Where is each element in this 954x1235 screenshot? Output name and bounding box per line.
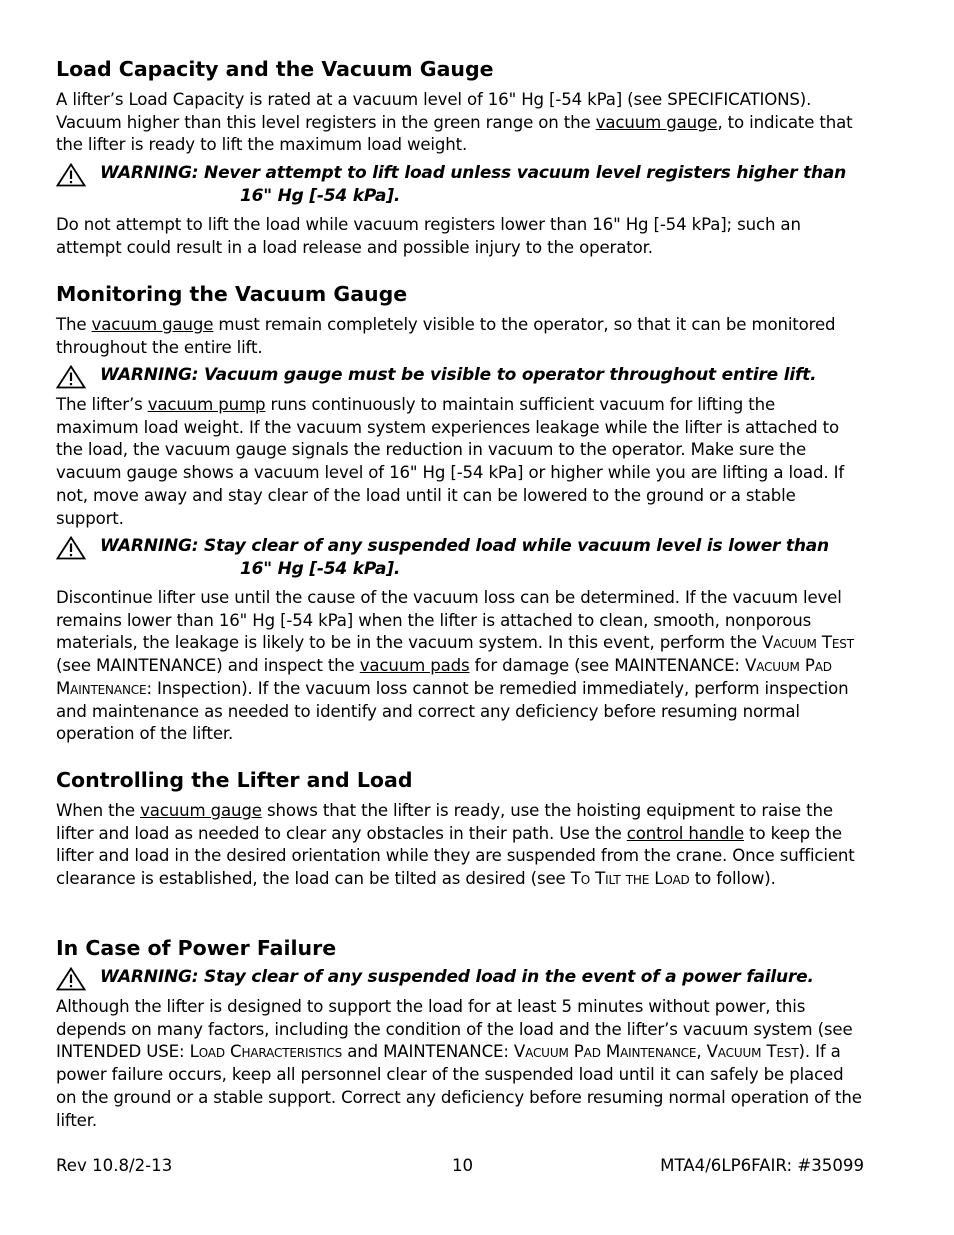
text: for damage (see MAINTENANCE:: [469, 656, 746, 676]
text: When the: [56, 801, 141, 820]
text: The: [56, 315, 92, 334]
tilt-the-load-ref: To Tilt the Load: [570, 869, 690, 889]
warning-text: WARNING: Stay clear of any suspended load in the event of a power failure.: [100, 967, 814, 987]
paragraph: [56, 394, 861, 530]
paragraph: [56, 89, 868, 157]
section-heading-load-capacity: Load Capacity and the Vacuum Gauge: [56, 57, 494, 81]
text: shows that the lifter is ready, use the hoisting equipment to raise the lifter and load as needed to clear any obstacles in their path. Use the: [56, 801, 833, 843]
warning-triangle-icon: [56, 967, 86, 991]
text: ). If a power failure occurs, keep all personnel clear of the suspended load until it can safely be placed on the ground or a stable support. Correct any deficiency before resuming normal operation of the lifter.: [56, 1042, 862, 1130]
text: Although the lifter is designed to support the load for at least 5 minutes without power, this depends on many factors, including the condition of the load and the lifter’s vacuum system (see INTENDED USE:: [56, 997, 853, 1062]
paragraph: [56, 996, 868, 1132]
vacuum-pads-link: vacuum pads: [359, 656, 470, 676]
vacuum-test-ref: Vacuum Test: [762, 633, 854, 653]
text: : Inspection). If the vacuum loss cannot be remedied immediately, perform inspection and maintenance as needed to identify and correct any deficiency before resuming normal operation of the lifter.: [56, 678, 849, 744]
text: The lifter’s: [56, 395, 148, 414]
warning-text: WARNING: Never attempt to lift load unless vacuum level registers higher than: [100, 163, 847, 183]
text: , to indicate that the lifter is ready to lift the maximum load weight.: [56, 112, 853, 155]
revision-label: Rev 10.8/2-13: [56, 1156, 173, 1175]
paragraph: [56, 800, 864, 891]
vacuum-test-ref: Vacuum Test: [706, 1042, 799, 1062]
warning-text: 16" Hg [-54 kPa].: [240, 185, 401, 206]
text: to follow).: [689, 869, 776, 889]
text: must remain completely visible to the operator, so that it can be monitored throughout the entire lift.: [56, 315, 836, 357]
warning-text: 16" Hg [-54 kPa].: [240, 558, 401, 579]
text: and MAINTENANCE:: [342, 1042, 514, 1062]
vacuum-gauge-link: vacuum gauge: [595, 112, 718, 132]
section-heading-controlling: Controlling the Lifter and Load: [56, 768, 413, 792]
warning-triangle-icon: [56, 365, 86, 389]
text: ,: [696, 1042, 707, 1062]
paragraph: [56, 587, 868, 746]
warning-triangle-icon: [56, 163, 86, 187]
text: A lifter’s Load Capacity is rated at a vacuum level of 16" Hg [-54 kPa] (see SPECIFICATIONS). Vacuum higher than this level registers in the green range on the: [56, 90, 812, 132]
warning-triangle-icon: [56, 536, 86, 560]
vacuum-pad-maintenance-ref: Vacuum Pad Maintenance: [56, 656, 832, 698]
vacuum-gauge-link: vacuum gauge: [140, 801, 262, 820]
paragraph: [56, 314, 856, 359]
warning-block: [56, 966, 910, 989]
section-heading-monitoring: Monitoring the Vacuum Gauge: [56, 282, 408, 306]
page-number: 10: [452, 1156, 474, 1175]
section-heading-power-failure: In Case of Power Failure: [56, 936, 337, 960]
control-handle-link: control handle: [626, 823, 745, 843]
paragraph: Do not attempt to lift the load while vacuum registers lower than 16" Hg [-54 kPa]; such an attempt could result in a load release and possible injury to the operator.: [56, 215, 801, 257]
text: (see MAINTENANCE) and inspect the: [56, 656, 360, 676]
text: to keep the lifter and load in the desired orientation while they are suspended from the crane. Once sufficient clearance is established, the load can be tilted as desired (see: [56, 823, 855, 889]
vacuum-pad-maintenance-ref: Vacuum Pad Maintenance: [513, 1042, 697, 1062]
text: Discontinue lifter use until the cause of the vacuum loss can be determined. If the vacuum level remains lower than 16" Hg [-54 kPa] when the lifter is attached to clean, smooth, nonporous materials, the leakage is likely to be in the vacuum system. In this event, perform the: [56, 588, 842, 653]
vacuum-gauge-link: vacuum gauge: [91, 315, 214, 334]
warning-block: [56, 364, 910, 387]
warning-text: WARNING: Stay clear of any suspended load while vacuum level is lower than: [100, 536, 829, 556]
text: runs continuously to maintain sufficient vacuum for lifting the maximum load weight. If the vacuum system experiences leakage while the lifter is attached to the load, the vacuum gauge signals the reduction in vacuum to the operator. Make sure the vacuum gauge shows a vacuum level of 16" Hg [-54 kPa] or higher while you are lifting a load. If not, move away and stay clear of the load until it can be lowered to the ground or a stable support.: [56, 395, 845, 528]
warning-block: [56, 535, 910, 580]
warning-block: [56, 162, 910, 207]
model-number: MTA4/6LP6FAIR: #35099: [660, 1156, 864, 1175]
vacuum-pump-link: vacuum pump: [147, 395, 266, 414]
load-characteristics-ref: Load Characteristics: [189, 1042, 343, 1062]
warning-text: WARNING: Vacuum gauge must be visible to operator throughout entire lift.: [100, 365, 817, 385]
